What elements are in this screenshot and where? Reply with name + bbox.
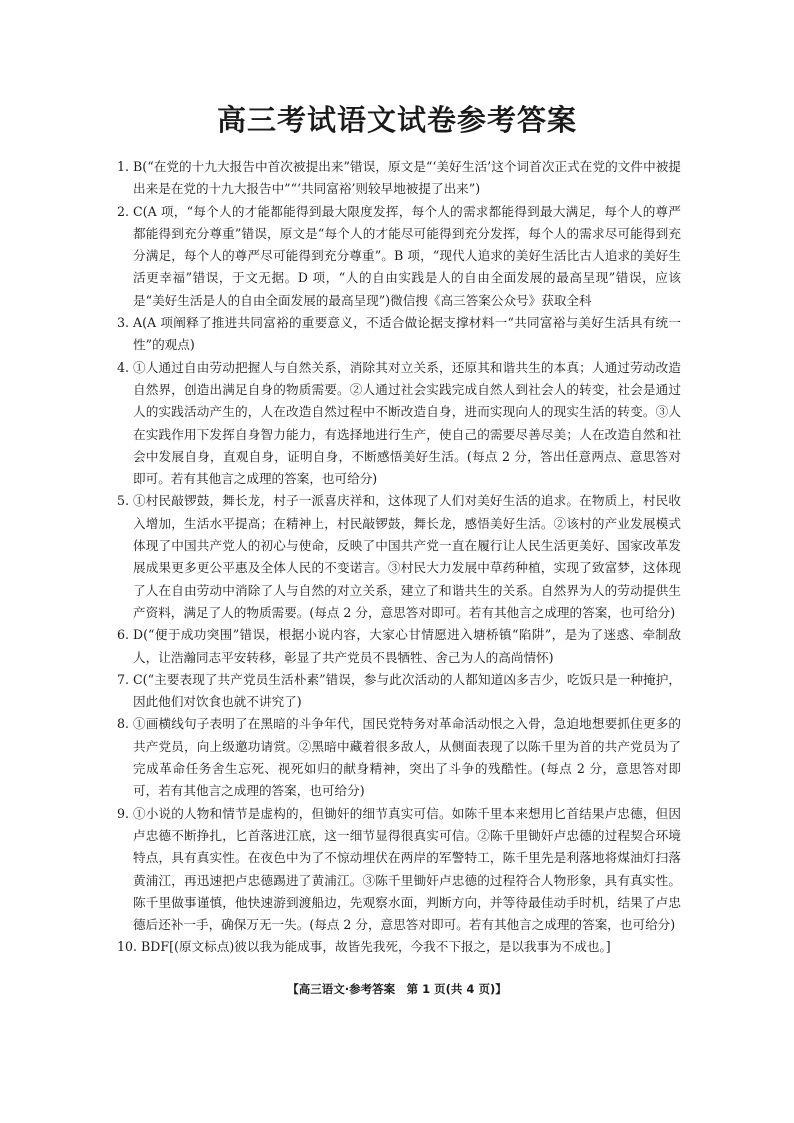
answer-text: D(“便于成功突围”错误，根据小说内容，大家心甘情愿进入塘桥镇“陷阱”，是为了迷惑、牵制敌人，让浩瀚同志平安转移，彰显了共产党员不畏牺牲、舍己为人的高尚情怀) (133, 627, 681, 665)
answer-text: A(A 项阐释了推进共同富裕的重要意义，不适合做论据支撑材料一“共同富裕与美好生活具有统一性”的观点) (133, 315, 681, 353)
answer-number: 1. (117, 159, 134, 174)
answer-number: 3. (117, 315, 134, 331)
answer-number: 6. (117, 627, 134, 643)
page-footer: 【高三语文·参考答案 第 1 页(共 4 页)】 (287, 982, 507, 996)
answer-number: 5. (117, 493, 130, 509)
answer-number: 10. (117, 939, 142, 955)
answer-number: 8. (117, 716, 130, 732)
page-title: 高三考试语文试卷参考答案 (216, 103, 577, 137)
answer-text: C(“主要表现了共产党员生活朴素”错误，参与此次活动的人都知道凶多吉少，吃饭只是一种掩护，因此他们对饮食也就不讲究了) (133, 671, 681, 710)
answer-text: BDF[(原文标点)彼以我为能成事，故皆先我死，今我不下报之，是以我事为不成也。] (141, 939, 611, 955)
answer-list (117, 156, 681, 959)
answer-text: B(“在党的十九大报告中首次被提出来”错误，原文是“‘美好生活’这个词首次正式在党的文件中被提出来是在党的十九大报告中”“‘共同富裕’则较早地被提了出来”) (133, 159, 681, 197)
answer-item (117, 669, 681, 714)
answer-item (117, 357, 681, 491)
answer-text: ①小说的人物和情节是虚构的，但锄奸的细节真实可信。如陈千里本来想用匕首结果卢忠德，但因卢忠德不断挣扎，匕首落进江底，这一细节显得很真实可信。②陈千里锄奸卢忠德的过程契合环境特点，具有真实性。在夜色中为了不惊动埋伏在两岸的军警特工，陈千里先是利落地将煤油灯扫落黄浦江，再迅速把卢忠德踢进了黄浦江。③陈千里锄奸卢忠德的过程符合人物形象，具有真实性。陈千里做事谨慎，他快速游到渡船边，先观察水面，判断方向，并等待最佳动手时机，结果了卢忠德后还补一手，确保万无一失。(每点 2 分，意思答对即可。若有其他言之成理的答案，也可给分) (133, 805, 681, 933)
answer-item (117, 156, 681, 201)
answer-item (117, 936, 681, 958)
answer-item (117, 803, 681, 937)
answer-item (117, 490, 681, 624)
answer-text: ①人通过自由劳动把握人与自然关系，消除其对立关系，还原其和谐共生的本真；人通过劳动改造自然界，创造出满足自身的物质需要。②人通过社会实践完成自然人到社会人的转变，社会是通过人的实践活动产生的，人在改造自然过程中不断改造自身，进而实现向人的现实生活的转变。③人在实践作用下发挥自身智力能力，有选择地进行生产，使自己的需要尽善尽美；人在改造自然和社会中发展自身，直观自身，证明自身，不断感悟美好生活。(每点 2 分，答出任意两点、意思答对即可。若有其他言之成理的答案，也可给分) (133, 359, 681, 487)
answer-item (117, 312, 681, 357)
answer-number: 4. (117, 359, 130, 375)
answer-item (117, 624, 681, 669)
answer-text: ①画横线句子表明了在黑暗的斗争年代，国民党特务对革命活动恨之入骨，急迫地想要抓住更多的共产党员，向上级邀功请赏。②黑暗中藏着很多敌人，从侧面表现了以陈千里为首的共产党员为了完成革命任务舍生忘死、视死如归的献身精神，突出了斗争的残酷性。(每点 2 分，意思答对即可，若有其他言之成理的答案，也可给分) (133, 716, 681, 799)
answer-text: ①村民敲锣鼓，舞长龙，村子一派喜庆祥和，这体现了人们对美好生活的追求。在物质上，村民收入增加，生活水平提高；在精神上，村民敲锣鼓，舞长龙，感悟美好生活。②该村的产业发展模式体现了中国共产党人的初心与使命，反映了中国共产党一直在履行让人民生活更美好、国家改革发展成果更多更公平惠及全体人民的不变诺言。③村民大力发展中草药种植，实现了致富梦，这体现了人在自由劳动中消除了人与自然的对立关系，建立了和谐共生的关系。自然界为人的劳动提供生产资料，满足了人的物质需要。(每点 2 分，意思答对即可。若有其他言之成理的答案，也可给分) (133, 493, 681, 620)
answer-text: C(A 项，“每个人的才能都能得到最大限度发挥，每个人的需求都能得到最大满足，每个人的尊严都能得到充分尊重”错误，原文是“每个人的才能尽可能得到充分发挥，每个人的需求尽可能得到充分满足，每个人的尊严尽可能得到充分尊重”。B 项，“现代人追求的美好生活比古人追求的美好生活更幸福”错误，于文无据。D 项，“人的自由实践是人的自由全面发展的最高呈现”错误，应该是“美好生活是人的自由全面发展的最高呈现”)微信搜《高三答案公众号》获取全科 (133, 203, 681, 308)
answer-item (117, 713, 681, 802)
answer-item (117, 201, 681, 312)
answer-number: 7. (117, 671, 134, 687)
answer-number: 2. (117, 203, 134, 219)
answer-number: 9. (117, 805, 130, 821)
